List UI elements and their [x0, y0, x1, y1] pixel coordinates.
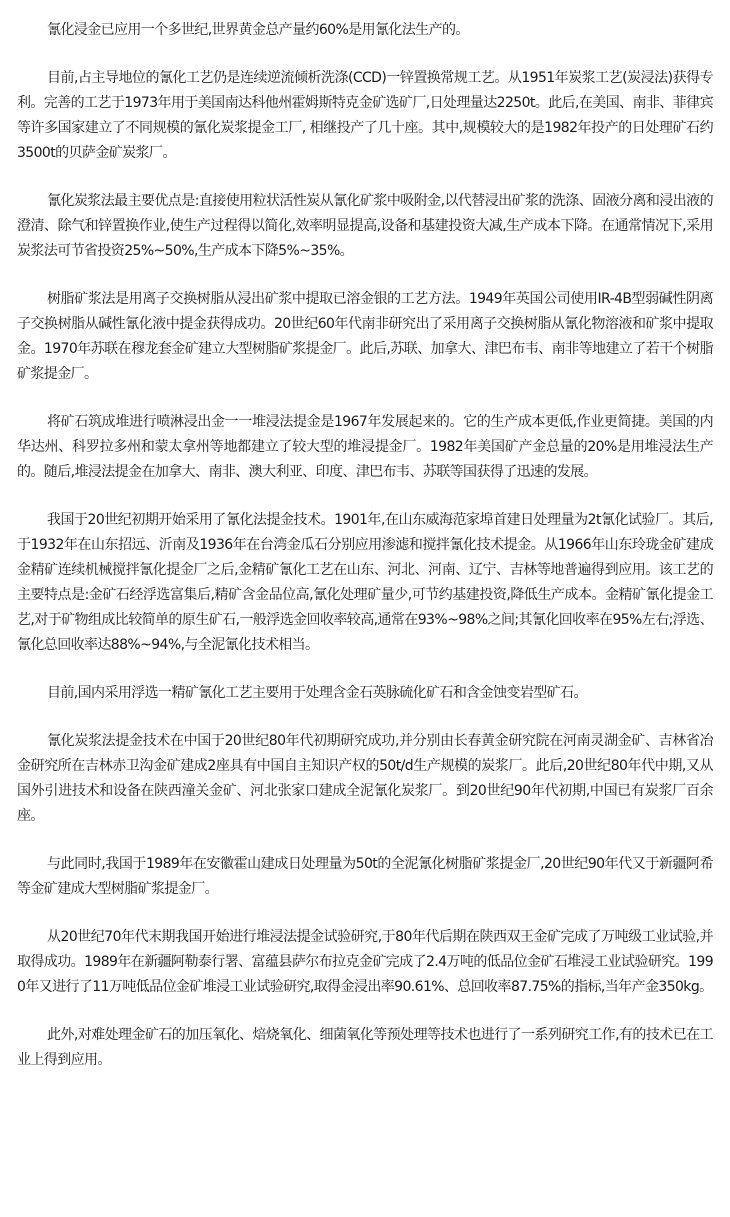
- paragraph-china-heap-leach: 从20世纪70年代末期我国开始进行堆浸法提金试验研究,于80年代后期在陕西双王金矿完成了万吨级工业试验,并取得成功。1989年在新疆阿勒泰行署、富蕴县萨尔布拉克金矿完成了2.4万吨的低品位金矿石堆浸工业试验研究。1990年又进行了11万吨低品位金矿堆浸工业试验研究,取得金浸出率90.61%、总回收率87.75%的指标,当年产金350kg。: [17, 929, 713, 995]
- paragraph-pretreatment: 此外,对难处理金矿石的加压氧化、焙烧氧化、细菌氧化等预处理等技术也进行了一系列研究工作,有的技术已在工业上得到应用。: [17, 1027, 713, 1068]
- paragraph-cyanidation-intro: 氰化浸金已应用一个多世纪,世界黄金总产量约60%是用氰化法生产的。: [47, 22, 469, 38]
- paragraph-ccd-process: 目前,占主导地位的氰化工艺仍是连续逆流倾析洗涤(CCD)一锌置换常规工艺。从1951年炭浆工艺(炭浸法)获得专利。完善的工艺于1973年用于美国南达科他州霍姆斯特克金矿选矿厂,日处理量达2250t。此后,在美国、南非、菲律宾等许多国家建立了不同规模的氰化炭浆提金工厂, 相继投产了几十座。其中,规模较大的是1982年投产的日处理矿石约3500t的贝萨金矿炭浆厂。: [17, 70, 713, 161]
- paragraph-cip-advantages: 氰化炭浆法最主要优点是:直接使用粒状活性炭从氰化矿浆中吸附金,以代替浸出矿浆的洗涤、固液分离和浸出液的澄清、除气和锌置换作业,使生产过程得以简化,效率明显提高,设备和基建投资大减,生产成本下降。在通常情况下,采用炭浆法可节省投资25%~50%,生产成本下降5%~35%。: [17, 193, 713, 259]
- paragraph-flotation-concentrate: 目前,国内采用浮选一精矿氰化工艺主要用于处理含金石英脉硫化矿石和含金蚀变岩型矿石。: [47, 685, 587, 701]
- paragraph-heap-leaching: 将矿石筑成堆进行喷淋浸出金一一堆浸法提金是1967年发展起来的。它的生产成本更低,作业更简捷。美国的内华达州、科罗拉多州和蒙太拿州等地都建立了较大型的堆浸提金厂。1982年美国矿产金总量的20%是用堆浸法生产的。随后,堆浸法提金在加拿大、南非、澳大利亚、印度、津巴布韦、苏联等国获得了迅速的发展。: [17, 414, 713, 480]
- paragraph-china-resin: 与此同时,我国于1989年在安徽霍山建成日处理量为50t的全泥氰化树脂矿浆提金厂,20世纪90年代又于新疆阿希等金矿建成大型树脂矿浆提金厂。: [17, 856, 713, 897]
- paragraph-resin-in-pulp: 树脂矿浆法是用离子交换树脂从浸出矿浆中提取已溶金银的工艺方法。1949年英国公司使用IR-4B型弱碱性阴离子交换树脂从碱性氰化液中提金获得成功。20世纪60年代南非研究出了采用离子交换树脂从氰化物溶液和矿浆中提取金。1970年苏联在穆龙套金矿建立大型树脂矿浆提金厂。此后,苏联、加拿大、津巴布韦、南非等地建立了若干个树脂矿浆提金厂。: [17, 291, 713, 382]
- paragraph-china-history: 我国于20世纪初期开始采用了氰化法提金技术。1901年,在山东威海范家埠首建日处理量为2t氰化试验厂。其后,于1932年在山东招远、沂南及1936年在台湾金瓜石分别应用渗滤和搅拌氰化技术提金。从1966年山东玲珑金矿建成金精矿连续机械搅拌氰化提金厂之后,金精矿氰化工艺在山东、河北、河南、辽宁、吉林等地普遍得到应用。该工艺的主要特点是:金矿石经浮选富集后,精矿含金品位高,氰化处理矿量少,可节约基建投资,降低生产成本。金精矿氰化提金工艺,对于矿物组成比较简单的原生矿石,一般浮选金回收率较高,通常在93%~98%之间;其氰化回收率在95%左右;浮选、氰化总回收率达88%~94%,与全泥氰化技术相当。: [17, 512, 713, 653]
- paragraph-china-cip: 氰化炭浆法提金技术在中国于20世纪80年代初期研究成功,并分别由长春黄金研究院在河南灵湖金矿、吉林省冶金研究所在吉林赤卫沟金矿建成2座具有中国自主知识产权的50t/d生产规模的炭浆厂。此后,20世纪80年代中期,又从国外引进技术和设备在陕西潼关金矿、河北张家口建成全泥氰化炭浆厂。到20世纪90年代初期,中国已有炭浆厂百余座。: [17, 733, 713, 824]
